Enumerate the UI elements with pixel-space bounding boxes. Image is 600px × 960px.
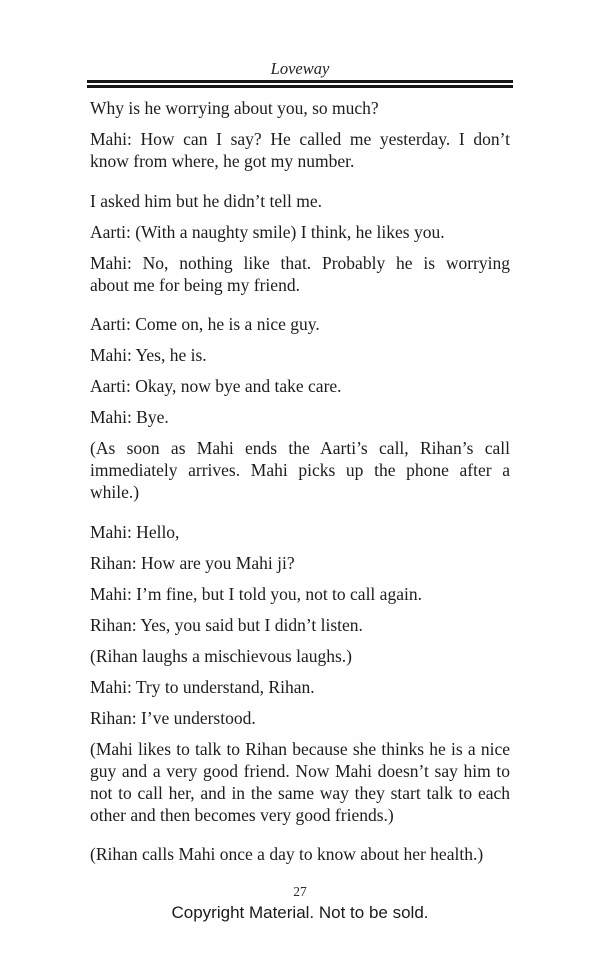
- text-line: Aarti: (With a naughty smile) I think, he likes you.: [90, 221, 445, 242]
- text-line: (Mahi likes to talk to Rihan because she thinks he is a nice: [90, 738, 510, 759]
- text-line: Mahi: Try to understand, Rihan.: [90, 676, 315, 697]
- text-line: immediately arrives. Mahi picks up the phone after a: [90, 460, 510, 480]
- text-line: I asked him but he didn’t tell me.: [90, 190, 322, 211]
- copyright-notice: Copyright Material. Not to be sold.: [171, 903, 429, 922]
- paragraph: [90, 645, 510, 667]
- text-line: (Rihan calls Mahi once a day to know about her health.): [90, 844, 484, 864]
- text-line: Mahi: How can I say? He called me yesterday. I don’t: [90, 129, 510, 149]
- text-line: not to call her, and in the same way they start talk to each: [90, 782, 510, 803]
- paragraph: [90, 375, 510, 397]
- text-line: know from where, he got my number.: [90, 151, 355, 171]
- running-head-title: Loveway: [270, 59, 330, 78]
- text-line: Mahi: Hello,: [90, 521, 180, 542]
- text-line: Mahi: Yes, he is.: [90, 345, 207, 365]
- paragraph: [90, 843, 510, 865]
- text-line: Mahi: I’m fine, but I told you, not to call again.: [90, 583, 422, 604]
- paragraph: [90, 190, 510, 212]
- text-line: Aarti: Okay, now bye and take care.: [90, 376, 342, 396]
- paragraph: [90, 707, 510, 729]
- text-line: about me for being my friend.: [90, 274, 300, 295]
- paragraph: [90, 313, 510, 335]
- paragraph: [90, 614, 510, 636]
- paragraph: [90, 521, 510, 543]
- page-number: 27: [293, 884, 307, 899]
- paragraph: [90, 344, 510, 366]
- text-line: Rihan: Yes, you said but I didn’t listen.: [90, 614, 363, 635]
- text-line: other and then becomes very good friends.): [90, 804, 394, 825]
- text-line: Rihan: I’ve understood.: [90, 707, 256, 728]
- text-line: while.): [90, 482, 140, 502]
- text-line: (Rihan laughs a mischievous laughs.): [90, 645, 352, 666]
- text-line: Rihan: How are you Mahi ji?: [90, 552, 295, 573]
- text-line: guy and a very good friend. Now Mahi doesn’t say him to: [90, 760, 510, 781]
- paragraph: [90, 221, 510, 243]
- paragraph: [90, 583, 510, 605]
- text-line: Why is he worrying about you, so much?: [90, 98, 379, 118]
- text-line: Mahi: No, nothing like that. Probably he is worrying: [90, 252, 510, 273]
- page-body-text: [90, 97, 510, 874]
- paragraph: [90, 676, 510, 698]
- text-line: Mahi: Bye.: [90, 407, 169, 427]
- text-line: Aarti: Come on, he is a nice guy.: [90, 314, 320, 334]
- text-line: (As soon as Mahi ends the Aarti’s call, Rihan’s call: [90, 438, 510, 458]
- paragraph: [90, 552, 510, 574]
- header-double-rule: [87, 80, 513, 88]
- paragraph: [90, 97, 510, 119]
- paragraph: [90, 406, 510, 428]
